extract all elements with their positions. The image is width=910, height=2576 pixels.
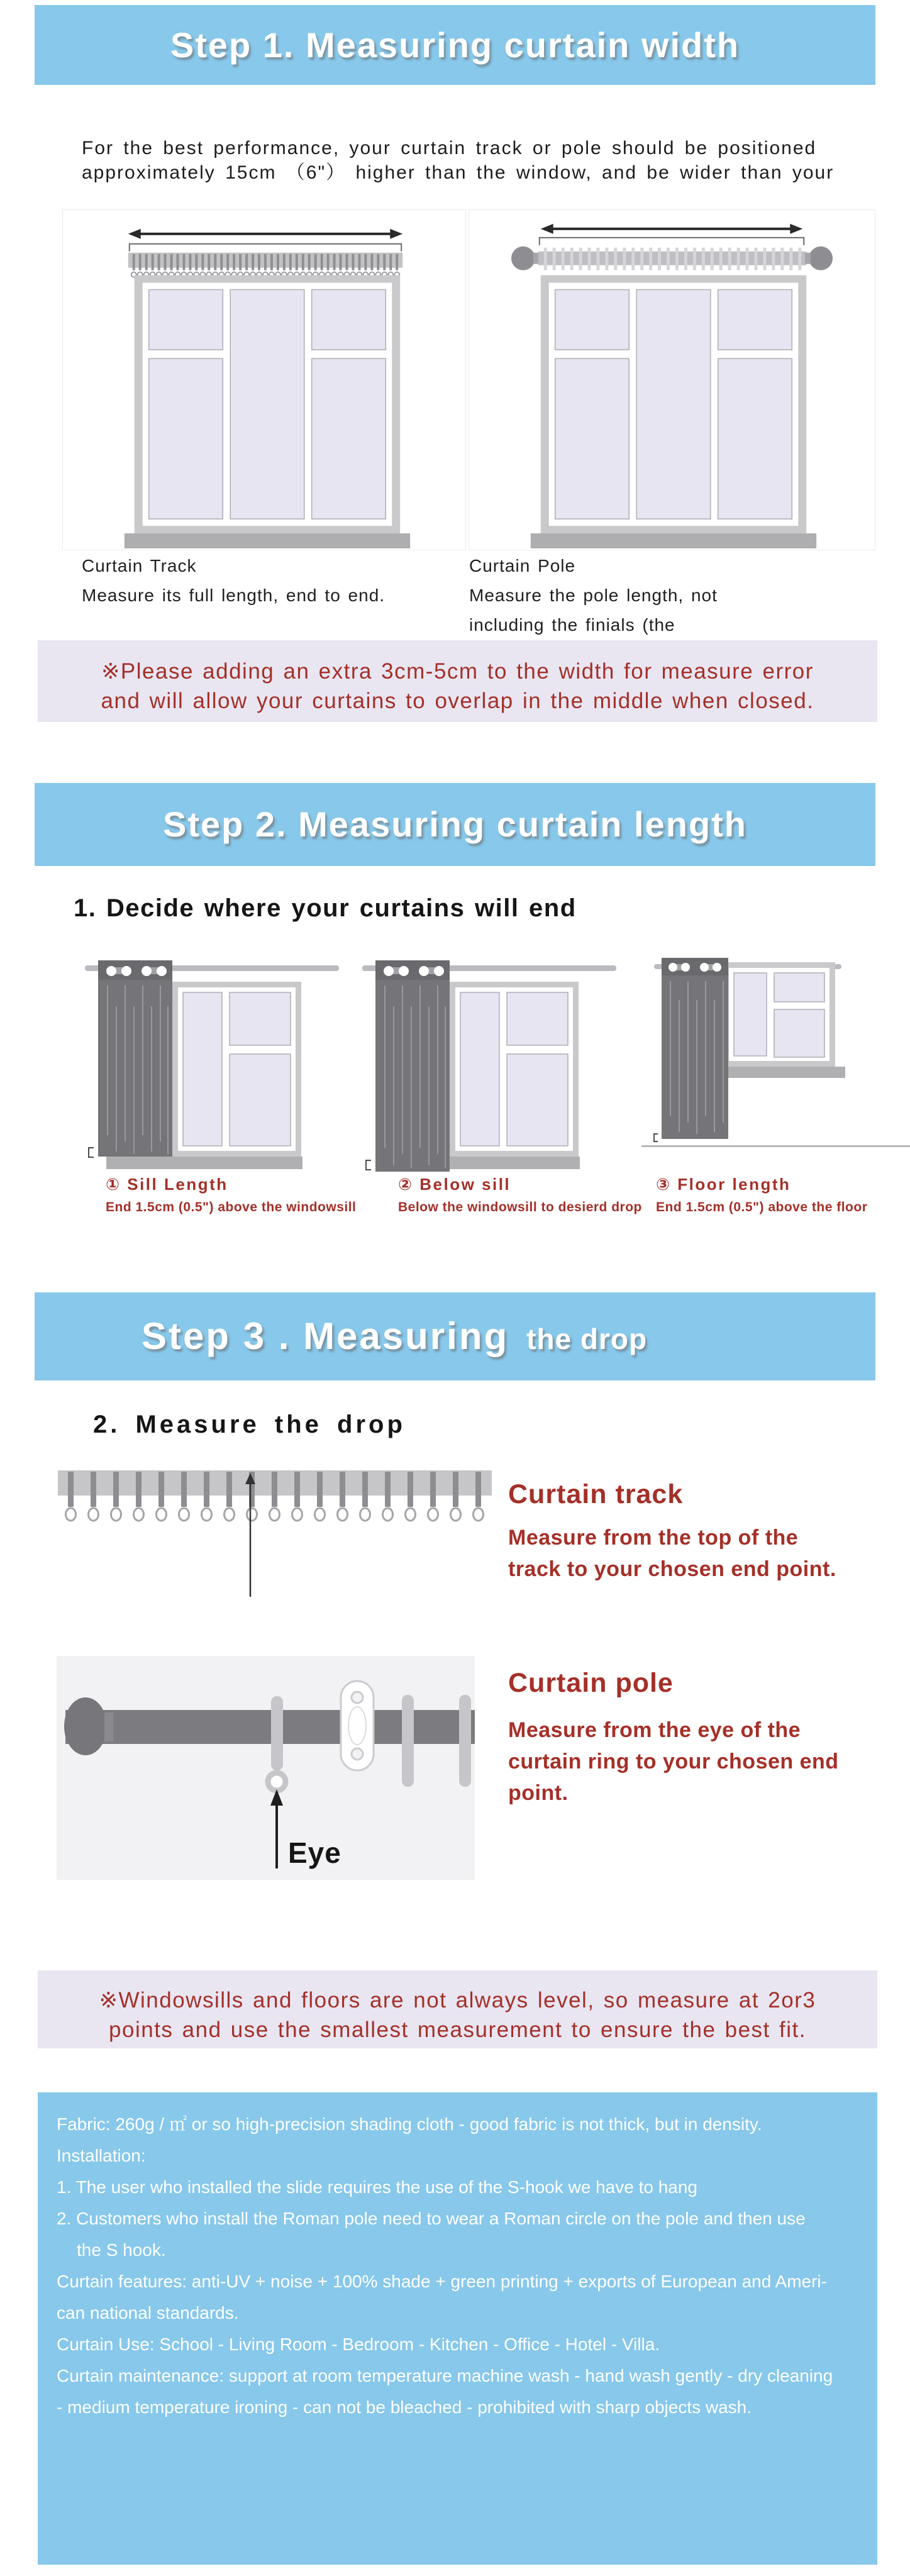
curtain-track-figure: [62, 209, 466, 550]
curtain-pole-diagram-box: [57, 1656, 475, 1880]
info-line: Curtain Use: School - Living Room - Bedroom - Kitchen - Office - Hotel - Villa.: [57, 2334, 660, 2354]
curtain-pole-caption: [469, 551, 718, 640]
curtain-pole-title: Curtain pole: [508, 1668, 674, 1698]
step1-banner: Step 1. Measuring curtain width: [35, 5, 875, 85]
curtain-pole-desc-line3: point.: [508, 1781, 569, 1805]
step1-intro-paragraph: [82, 136, 834, 185]
sill-length-caption-title: ① Sill Length: [106, 1175, 228, 1194]
below-sill-caption-desc: Below the windowsill to desierd drop: [398, 1200, 642, 1214]
info-line: - medium temperature ironing - can not be bleached - prohibited with sharp objects wash.: [57, 2397, 752, 2417]
curtain-pole-window-illustration: [469, 210, 874, 548]
step2-heading: 1. Decide where your curtains will end: [74, 894, 577, 922]
width-measure-note: [38, 640, 877, 722]
floor-length-caption-desc: End 1.5cm (0.5") above the floor: [656, 1200, 868, 1214]
curtain-pole-desc: [508, 1714, 839, 1809]
curtain-track-caption-title: Curtain Track: [82, 556, 197, 575]
curtain-track-desc-line2: track to your chosen end point.: [508, 1557, 836, 1581]
below-sill-illustration: [340, 947, 616, 1179]
curtain-track-window-illustration: [63, 210, 464, 548]
curtain-track-desc: [508, 1522, 836, 1585]
floor-length-caption-title: ③ Floor length: [656, 1175, 791, 1194]
curtain-pole-desc-line1: Measure from the eye of the: [508, 1718, 801, 1742]
info-line: Installation:: [57, 2146, 146, 2165]
info-line: Fabric: 260g / ㎡ or so high-precision shading cloth - good fabric is not thick, but in density.: [57, 2114, 762, 2134]
curtain-pole-caption-title: Curtain Pole: [469, 556, 576, 575]
level-measure-note: [38, 1970, 877, 2048]
curtain-track-diagram: [55, 1468, 496, 1601]
step3-banner: [35, 1292, 875, 1380]
info-line: the S hook.: [77, 2240, 166, 2260]
intro-line-1: For the best performance, your curtain track or pole should be positioned: [82, 138, 817, 158]
step2-banner: Step 2. Measuring curtain length: [35, 783, 875, 866]
info-line: Curtain features: anti-UV + noise + 100% shade + green printing + exports of European and Ameri-: [57, 2272, 827, 2291]
sill-length-illustration: [62, 947, 339, 1174]
curtain-track-desc-line1: Measure from the top of the: [508, 1526, 799, 1550]
curtain-pole-caption-line1: Measure the pole length, not: [469, 586, 718, 605]
info-line: 2. Customers who install the Roman pole need to wear a Roman circle on the pole and then use: [57, 2209, 806, 2228]
info-line: can national standards.: [57, 2303, 239, 2323]
curtain-pole-figure: [469, 209, 875, 550]
step3-banner-main: Step 3 . Measuring: [141, 1315, 509, 1357]
intro-line-2: approximately 15cm （6"） higher than the window, and be wider than your: [82, 162, 835, 183]
level-note-line2: points and use the smallest measurement to ensure the best fit.: [109, 2018, 806, 2042]
curtain-pole-diagram: [57, 1656, 475, 1880]
curtain-pole-desc-line2: curtain ring to your chosen end: [508, 1750, 839, 1774]
step3-banner-sub: the drop: [526, 1323, 648, 1355]
curtain-pole-caption-line2: including the finials (the: [469, 615, 675, 635]
width-note-line1: ※Please adding an extra 3cm-5cm to the width for measure error: [101, 659, 814, 684]
info-line: 1. The user who installed the slide requires the use of the S-hook we have to hang: [57, 2177, 698, 2197]
eye-label: Eye: [288, 1836, 341, 1869]
below-sill-caption-title: ② Below sill: [398, 1175, 511, 1194]
curtain-track-caption: [82, 551, 385, 610]
curtain-track-title: Curtain track: [508, 1479, 684, 1509]
level-note-line1: ※Windowsills and floors are not always level, so measure at 2or3: [99, 1988, 816, 2012]
product-info-box: [38, 2092, 877, 2565]
sill-length-caption-desc: End 1.5cm (0.5") above the windowsill: [106, 1200, 357, 1214]
info-line: Curtain maintenance: support at room temperature machine wash - hand wash gently - dry cleaning: [57, 2366, 833, 2385]
step3-heading: 2. Measure the drop: [93, 1411, 406, 1438]
floor-length-illustration: [641, 947, 910, 1179]
curtain-track-caption-desc: Measure its full length, end to end.: [82, 586, 386, 605]
width-note-line2: and will allow your curtains to overlap in the middle when closed.: [101, 689, 814, 713]
